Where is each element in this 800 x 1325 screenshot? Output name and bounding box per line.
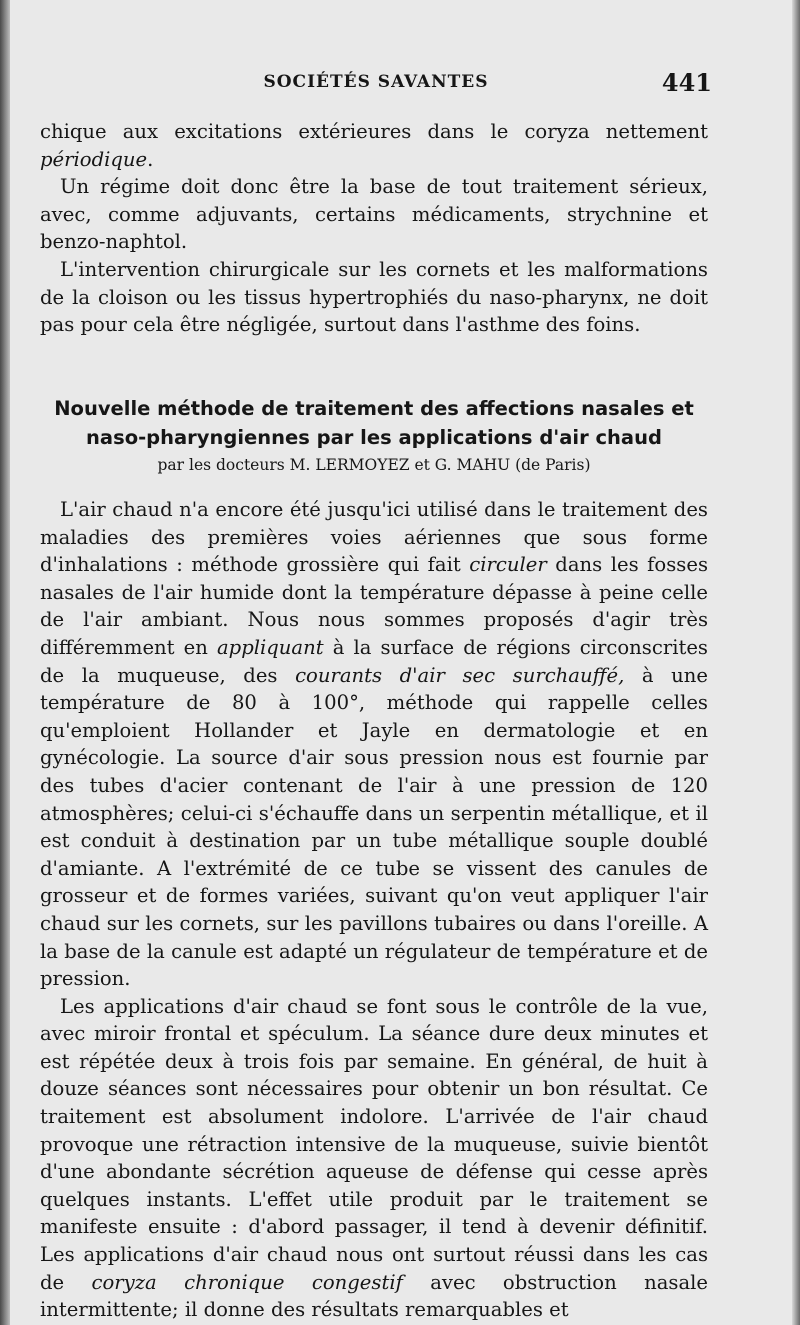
italic-run: courants d'air sec surchauffé, [295,663,625,687]
paragraph [40,118,708,173]
article-title-line: naso-pharyngiennes par les applications d'air chaud [86,426,662,449]
paragraph [40,993,708,1324]
text-run: L'air chaud n'a encore été jusqu'ici utilisé dans le traitement des maladies des premières voies aériennes que sous forme d'inhalations : méthode grossière qui fait [40,498,708,577]
article-title [40,394,708,452]
italic-run: périodique [40,147,148,171]
text-run: avec obstruction nasale intermittente; il donne des résultats remarquables et [40,1270,708,1322]
author-name: LERMOYEZ [315,456,410,474]
page-number: 441 [661,68,712,97]
paragraph: Un régime doit donc être la base de tout traitement sérieux, avec, comme adjuvants, certains médicaments, strychnine et benzo-naphtol. [40,175,708,254]
text-run: à une température de 80 à 100°, méthode qui rappelle celles qu'emploient Hollander et Jayle en dermatologie et en gynécologie. La source d'air sous pression nous est fournie par des tubes d'acier contenant de l'air à une pression de 120 atmosphères; celui-ci s'échauffe dans un serpentin métallique, et il est conduit à destination par un tube métallique souple doublé d'amiante. A l'extrémité de ce tube se vissent des canules de grosseur et de formes variées, suivant qu'on veut appliquer l'air chaud sur les cornets, sur les pavillons tubaires ou dans l'oreille. A la base de la canule est adapté un régulateur de température et de pression. [40,663,708,991]
paragraph [40,496,708,993]
text-run: Les applications d'air chaud se font sous le contrôle de la vue, avec miroir frontal et spéculum. La séance dure deux minutes et est répétée deux à trois fois par semaine. En général, de huit à douze séances sont nécessaires pour obtenir un bon résultat. Ce traitement est absolument indolore. L'arrivée de l'air chaud provoque une rétraction intensive de la muqueuse, suivie bientôt d'une abondante sécrétion aqueuse de défense qui cesse après quelques instants. L'effet utile produit par le traitement se manifeste ensuite : d'abord passager, il tend à devenir définitif. Les applications d'air chaud nous ont surtout réussi dans les cas de [40,994,708,1294]
text-run: chique aux excitations extérieures dans le coryza nettement [40,120,708,143]
italic-run: appliquant [216,635,324,659]
text-run: dans les fosses nasales de l'air humide dont la température dépasse à peine celle de l'air ambiant. Nous nous sommes proposés d'agir très différemment en [40,553,708,659]
article-body [40,496,708,1324]
page-right-edge-shadow [792,0,800,1325]
byline-text: par les docteurs M. [157,456,316,474]
article-byline [40,456,708,474]
author-name: MAHU [456,456,511,474]
italic-run: circuler [469,553,547,577]
byline-text: (de Paris) [510,456,591,474]
running-header [40,68,712,98]
text-run: . [147,147,154,171]
byline-text: et G. [409,456,457,474]
page-left-edge-shadow [0,0,10,1325]
paragraph: L'intervention chirurgicale sur les cornets et les malformations de la cloison ou les tissus hypertrophiés du naso-pharynx, ne doit pas pour cela être négligée, surtout dans l'asthme des foins. [40,257,708,337]
article-title-line: Nouvelle méthode de traitement des affections nasales et [54,397,694,420]
running-title: SOCIÉTÉS SAVANTES [263,72,489,92]
text-run: à la surface de régions circonscrites de la muqueuse, des [40,635,708,687]
continuation-text [40,118,708,339]
italic-run: coryza chronique congestif [91,1270,403,1294]
